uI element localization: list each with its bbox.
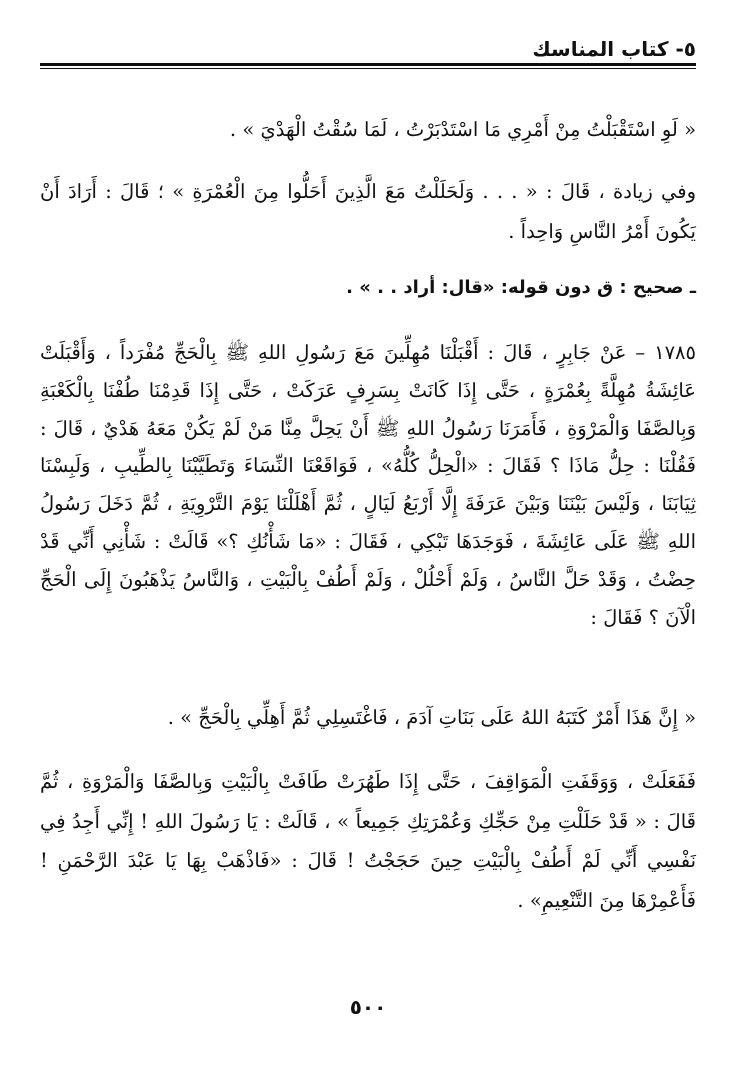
page-number: ٥٠٠ (349, 995, 387, 1019)
prophetic-quote-1: « لَوِ اسْتَقْبَلْتُ مِنْ أَمْرِي مَا اسْتَدْبَرْتُ ، لَمَا سُقْتُ الْهَدْيَ » . (229, 118, 696, 141)
header-rule-thick (40, 63, 696, 66)
hadith-grading: ـ صحيح : ق دون قوله: «قال: أراد . . » . (346, 277, 696, 298)
book-page (40, 0, 696, 1070)
hadith-1785 (40, 334, 696, 636)
chapter-title: ٥- كتاب المناسك (532, 37, 696, 61)
narration-addition-paragraph: وفي زيادة ، قَالَ : « . . . وَلَحَلَلْتُ مَعَ الَّذِينَ أَحَلُّوا مِنَ الْعُمْرَةِ » ؛ قَالَ : أَرَادَ أَنْ يَكُونَ أَمْرُ النَّاسِ وَاحِداً . (40, 180, 696, 243)
hadith-text: – عَنْ جَابِرٍ ، قَالَ : أَقْبَلْنَا مُهِلِّينَ مَعَ رَسُولِ اللهِ ﷺ بِالْحَجِّ مُفْرَداً ، وَأَقْبَلَتْ عَائِشَةُ مُهِلَّةً بِعُمْرَةٍ ، حَتَّى إِذَا كَانَتْ بِسَرِفٍ عَرَكَتْ ، حَتَّى إِذَا قَدِمْنَا طُفْنَا بِالْكَعْبَةِ وَبِالصَّفَا وَالْمَرْوَةِ ، فَأَمَرَنَا رَسُولُ اللهِ ﷺ أَنْ يَحِلَّ مِنَّا مَنْ لَمْ يَكُنْ مَعَهُ هَدْيٌ ، قَالَ : فَقُلْنَا : حِلُّ مَاذَا ؟ فَقَالَ : «الْحِلُّ كُلُّهُ» ، فَوَاقَعْنَا النِّسَاءَ وَتَطَيَّبْنَا بِالطِّيبِ ، وَلَبِسْنَا ثِيَابَنَا ، وَلَيْسَ بَيْنَنَا وَبَيْنَ عَرَفَةَ إِلَّا أَرْبَعُ لَيَالٍ ، ثُمَّ أَهْلَلْنَا يَوْمَ التَّرْوِيَةِ ، ثُمَّ دَخَلَ رَسُولُ اللهِ ﷺ عَلَى عَائِشَةَ ، فَوَجَدَهَا تَبْكِي ، فَقَالَ : «مَا شَأْنُكِ ؟» قَالَتْ : شَأْنِي أَنِّي قَدْ حِضْتُ ، وَقَدْ حَلَّ النَّاسُ ، وَلَمْ أَحْلُلْ ، وَلَمْ أَطُفْ بِالْبَيْتِ ، وَالنَّاسُ يَذْهَبُونَ إِلَى الْحَجِّ الْآنَ ؟ فَقَالَ : (40, 341, 696, 629)
prophetic-quote-2: « إِنَّ هَذَا أَمْرٌ كَتَبَهُ اللهُ عَلَى بَنَاتِ آدَمَ ، فَاغْتَسِلِي ثُمَّ أَهِلِّي بِالْحَجِّ » . (167, 706, 696, 729)
narration-continuation-paragraph: فَفَعَلَتْ ، وَوَقَفَتِ الْمَوَاقِفَ ، حَتَّى إِذَا طَهُرَتْ طَافَتْ بِالْبَيْتِ وَبِالصَّفَا وَالْمَرْوَةِ ، ثُمَّ قَالَ : « قَدْ حَلَلْتِ مِنْ حَجِّكِ وَعُمْرَتِكِ جَمِيعاً » ، قَالَتْ : يَا رَسُولَ اللهِ ! إِنِّي أَجِدُ فِي نَفْسِي أَنِّي لَمْ أَطُفْ بِالْبَيْتِ حِينَ حَجَجْتُ ! قَالَ : «فَاذْهَبْ بِهَا يَا عَبْدَ الرَّحْمَنِ ! فَأَعْمِرْهَا مِنَ التَّنْعِيمِ» . (40, 770, 696, 912)
header-rule-thin (40, 68, 696, 69)
hadith-number: ١٧٨٥ (654, 341, 696, 364)
running-header (40, 36, 696, 62)
